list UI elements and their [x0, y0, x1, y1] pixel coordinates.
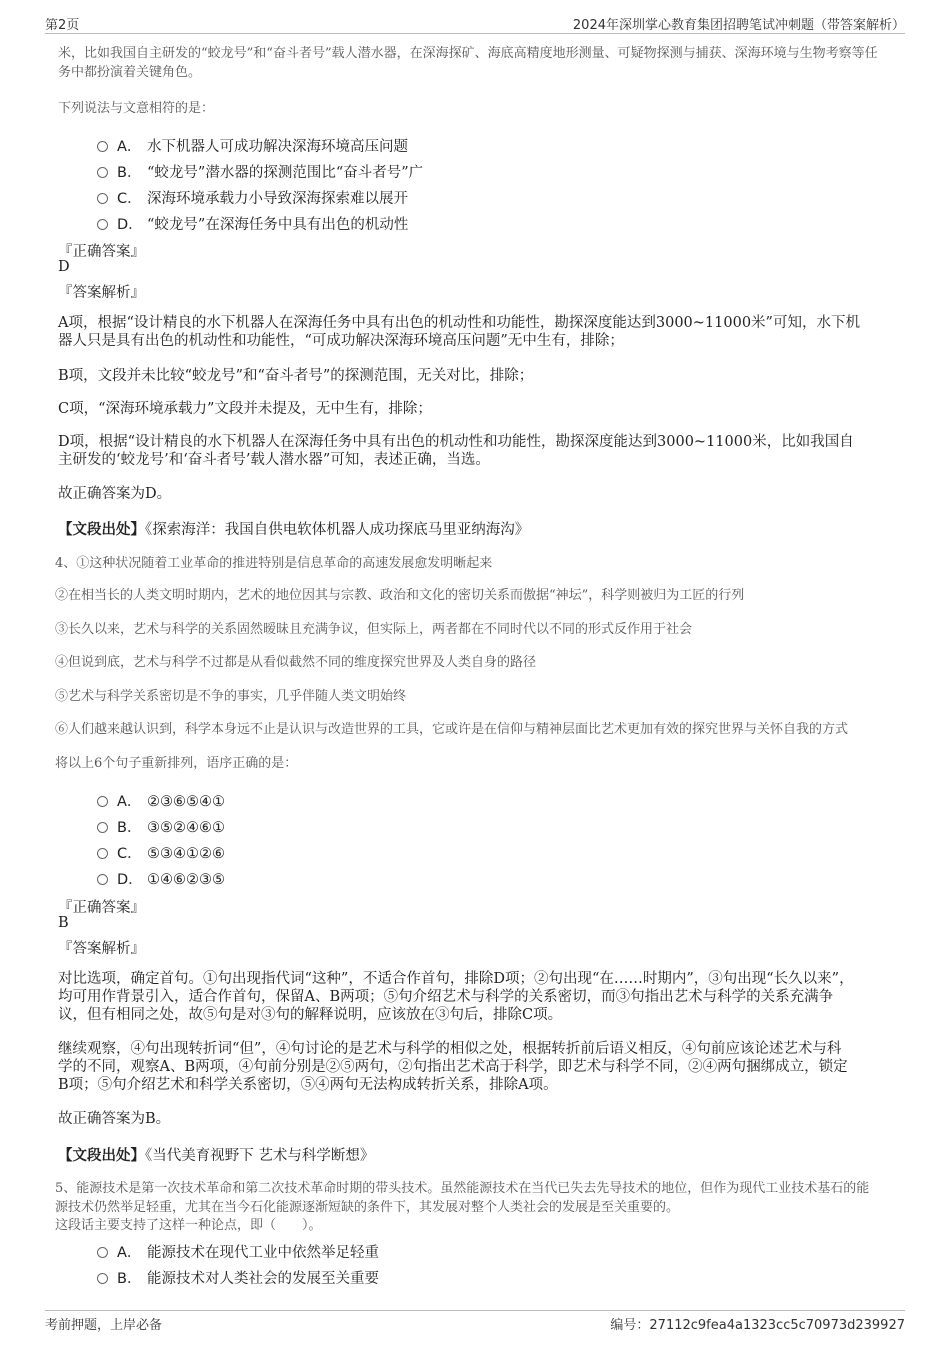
radio-icon[interactable] — [97, 1247, 108, 1258]
q3-analysis-b: B项，文段并未比较“蛟龙号”和“奋斗者号”的探测范围，无关对比，排除； — [58, 368, 534, 384]
q4-answer: B — [58, 915, 69, 931]
q3-answer-label: 『正确答案』 — [58, 244, 145, 260]
radio-icon[interactable] — [97, 822, 108, 833]
q3-passage-line: 务中都扮演着关键角色。 — [58, 65, 202, 80]
q3-source: 【文段出处】《探索海洋：我国自供电软体机器人成功探底马里亚纳海沟》 — [58, 521, 530, 538]
q4-prompt: 将以上6个句子重新排列，语序正确的是： — [55, 756, 298, 771]
radio-icon[interactable] — [97, 874, 108, 885]
q3-passage-line: 米，比如我国自主研发的“蛟龙号”和“奋斗者号”载人潜水器，在深海探矿、海底高精度地形测量、可疑物探测与捕获、深海环境与生物考察等任 — [58, 46, 878, 61]
q4-answer-label: 『正确答案』 — [58, 900, 145, 916]
q4-source: 【文段出处】《当代美育视野下 艺术与科学断想》 — [58, 1147, 375, 1164]
q5-passage-line: 5、能源技术是第一次技术革命和第二次技术革命时期的带头技术。虽然能源技术在当代已失去先导技术的地位，但作为现代工业技术基石的能 — [55, 1181, 870, 1196]
q4-option-d[interactable]: D． ①④⑥②③⑤ — [97, 868, 225, 889]
q3-option-d[interactable]: D． “蛟龙号”在深海任务中具有出色的机动性 — [97, 213, 408, 234]
q4-option-b[interactable]: B． ③⑤②④⑥① — [97, 816, 225, 837]
q5-prompt: 这段话主要支持了这样一种论点，即（ ）。 — [55, 1218, 322, 1233]
radio-icon[interactable] — [97, 848, 108, 859]
q3-option-a[interactable]: A． 水下机器人可成功解决深海环境高压问题 — [97, 135, 408, 156]
radio-icon[interactable] — [97, 1273, 108, 1284]
radio-icon[interactable] — [97, 167, 108, 178]
q3-conclusion: 故正确答案为D。 — [58, 486, 172, 502]
q4-sentence-3: ③长久以来，艺术与科学的关系固然暧昧且充满争议，但实际上，两者都在不同时代以不同的形式反作用于社会 — [55, 622, 693, 637]
q5-passage-line: 源技术仍然举足轻重，尤其在当今石化能源逐渐短缺的条件下，其发展对整个人类社会的发展是至关重要的。 — [55, 1200, 680, 1215]
q3-prompt: 下列说法与文意相符的是： — [58, 101, 215, 116]
q4-sentence-1: 4、①这种状况随着工业革命的推进特别是信息革命的高速发展愈发明晰起来 — [55, 556, 493, 571]
q4-option-a[interactable]: A． ②③⑥⑤④① — [97, 790, 225, 811]
q4-analysis-1: 对比选项，确定首句。①句出现指代词“这种”，不适合作首句，排除D项；②句出现“在……时期内”，③句出现“长久以来”， 均可用作背景引入，适合作首句，保留A、B两项；⑤句介绍艺术与科学的关系密切，而③句指出艺术与科学的关系充满争 议，但有相同之处，故⑤句是对③句的解释说明，应该放在③句后，排除C项。 — [58, 971, 854, 1023]
q5-option-b[interactable]: B． 能源技术对人类社会的发展至关重要 — [97, 1267, 379, 1288]
q4-sentence-2: ②在相当长的人类文明时期内，艺术的地位因其与宗教、政治和文化的密切关系而傲据“神坛”，科学则被归为工匠的行列 — [55, 588, 745, 603]
q4-analysis-2: 继续观察，④句出现转折词“但”，④句讨论的是艺术与科学的相似之处，根据转折前后语义相反，④句前应该论述艺术与科 学的不同，观察A、B两项，④句前分别是②⑤两句，②句指出艺术高于科学，即艺术与科学不同，②④两句捆绑成立，锁定 B项；⑤句介绍艺术和科学关系密切，⑤④两句无法构成转折关系，排除A项。 — [58, 1041, 848, 1093]
document-title: 2024年深圳掌心教育集团招聘笔试冲刺题（带答案解析） — [572, 18, 905, 33]
q3-option-b[interactable]: B． “蛟龙号”潜水器的探测范围比“奋斗者号”广 — [97, 161, 423, 182]
q3-option-c[interactable]: C． 深海环境承载力小导致深海探索难以展开 — [97, 187, 408, 208]
q3-analysis-c: C项，“深海环境承载力”文段并未提及，无中生有，排除； — [58, 401, 432, 417]
q3-analysis-d: D项，根据“设计精良的水下机器人在深海任务中具有出色的机动性和功能性，勘探深度能达到3000~11000米，比如我国自 主研发的‘蛟龙号’和‘奋斗者号’载人潜水器”可知，表述正确，当选。 — [58, 434, 854, 468]
q5-option-a[interactable]: A． 能源技术在现代工业中依然举足轻重 — [97, 1241, 379, 1262]
page-number: 第2页 — [45, 18, 80, 33]
q3-analysis-a: A项，根据“设计精良的水下机器人在深海任务中具有出色的机动性和功能性，勘探深度能达到3000~11000米”可知，水下机 器人只是具有出色的机动性和功能性，“可成功解决深海环境高压问题”无中生有，排除； — [58, 315, 860, 349]
header-divider — [45, 33, 905, 34]
radio-icon[interactable] — [97, 219, 108, 230]
radio-icon[interactable] — [97, 141, 108, 152]
footer-slogan: 考前押题，上岸必备 — [45, 1318, 163, 1333]
page-footer — [45, 1312, 905, 1332]
document-id: 编号：27112c9fea4a1323cc5c70973d239927 — [610, 1318, 905, 1333]
q4-analysis-label: 『答案解析』 — [58, 941, 145, 957]
page-header — [45, 14, 905, 34]
radio-icon[interactable] — [97, 193, 108, 204]
q4-sentence-6: ⑥人们越来越认识到，科学本身远不止是认识与改造世界的工具，它或许是在信仰与精神层面比艺术更加有效的探究世界与关怀自我的方式 — [55, 722, 849, 737]
q3-answer: D — [58, 259, 70, 275]
q4-option-c[interactable]: C． ⑤③④①②⑥ — [97, 842, 225, 863]
radio-icon[interactable] — [97, 796, 108, 807]
footer-divider — [45, 1310, 905, 1311]
q4-sentence-5: ⑤艺术与科学关系密切是不争的事实，几乎伴随人类文明始终 — [55, 689, 407, 704]
q4-sentence-4: ④但说到底，艺术与科学不过都是从看似截然不同的维度探究世界及人类自身的路径 — [55, 655, 537, 670]
q3-analysis-label: 『答案解析』 — [58, 285, 145, 301]
q4-conclusion: 故正确答案为B。 — [58, 1111, 171, 1127]
